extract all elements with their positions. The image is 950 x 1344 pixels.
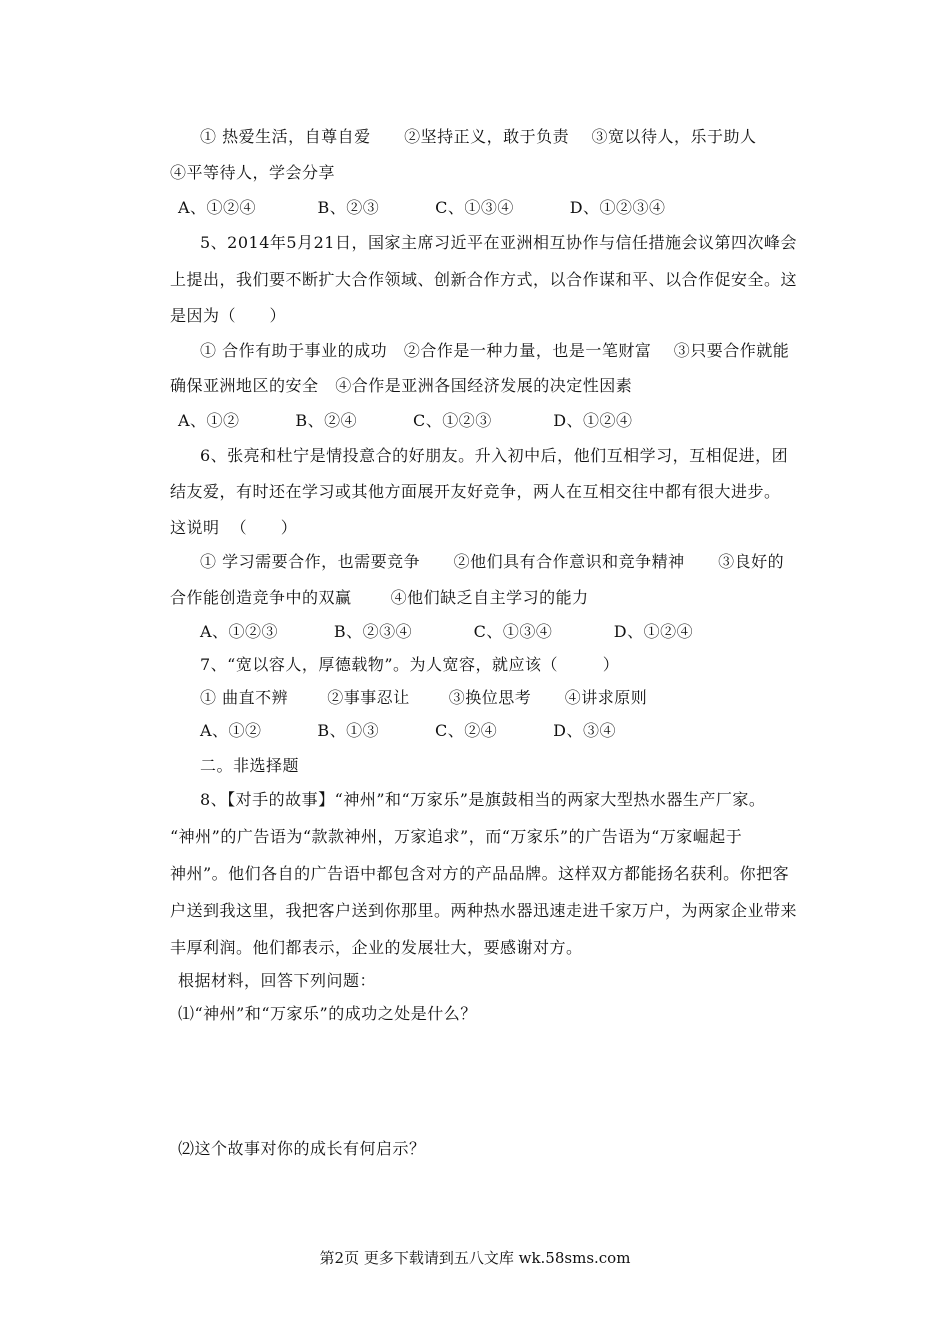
option-line: ① 曲直不辨 ②事事忍让 ③换位思考 ④讲求原则 — [200, 688, 648, 707]
answer-choices: A、①② B、①③ C、②④ D、③④ — [200, 721, 616, 740]
option-line: ① 学习需要合作，也需要竞争 ②他们具有合作意识和竞争精神 ③良好的 — [200, 552, 785, 571]
section-heading: 二。非选择题 — [200, 756, 300, 775]
sub-question-2: ⑵这个故事对你的成长有何启示？ — [178, 1139, 426, 1158]
question-7: 7、“宽以容人，厚德载物”。为人宽容，就应该（ ） — [200, 655, 620, 674]
option-line: ① 热爱生活，自尊自爱 ②坚持正义，敢于负责 ③宽以待人，乐于助人 — [200, 127, 757, 146]
option-line: ④平等待人，学会分享 — [170, 163, 336, 182]
question-text: 结友爱，有时还在学习或其他方面展开友好竞争，两人在互相交往中都有很大进步。 — [170, 482, 781, 501]
answer-choices: A、①② B、②④ C、①②③ D、①②④ — [178, 411, 633, 430]
question-text: 户送到我这里，我把客户送到你那里。两种热水器迅速走进千家万户，为两家企业带来 — [170, 901, 798, 920]
question-6: 6、张亮和杜宁是情投意合的好朋友。升入初中后，他们互相学习，互相促进，团 — [200, 446, 789, 465]
question-text: 丰厚利润。他们都表示，企业的发展壮大，要感谢对方。 — [170, 938, 583, 957]
question-text: “神州”的广告语为“款款神州，万家追求”，而“万家乐”的广告语为“万家崛起于 — [170, 827, 743, 846]
option-line: 确保亚洲地区的安全 ④合作是亚洲各国经济发展的决定性因素 — [170, 376, 633, 395]
option-line: 合作能创造竞争中的双赢 ④他们缺乏自主学习的能力 — [170, 588, 589, 607]
question-text: 上提出，我们要不断扩大合作领域、创新合作方式，以合作谋和平、以合作促安全。这 — [170, 270, 798, 289]
instruction: 根据材料，回答下列问题： — [178, 971, 377, 990]
question-text: 神州”。他们各自的广告语中都包含对方的产品品牌。这样双方都能扬名获利。你把客 — [170, 864, 790, 883]
question-5: 5、2014年5月21日，国家主席习近平在亚洲相互协作与信任措施会议第四次峰会 — [200, 233, 797, 252]
answer-choices: A、①②③ B、②③④ C、①③④ D、①②④ — [200, 622, 694, 641]
question-8: 8、【对手的故事】“神州”和“万家乐”是旗鼓相当的两家大型热水器生产厂家。 — [200, 790, 766, 809]
option-line: ① 合作有助于事业的成功 ②合作是一种力量，也是一笔财富 ③只要合作就能 — [200, 341, 790, 360]
sub-question-1: ⑴“神州”和“万家乐”的成功之处是什么？ — [178, 1004, 477, 1023]
question-text: 这说明 （ ） — [170, 518, 298, 537]
page-footer: 第2页 更多下载请到五八文库 wk.58sms.com — [319, 1249, 631, 1267]
question-text: 是因为（ ） — [170, 306, 287, 325]
answer-choices: A、①②④ B、②③ C、①③④ D、①②③④ — [178, 198, 666, 217]
